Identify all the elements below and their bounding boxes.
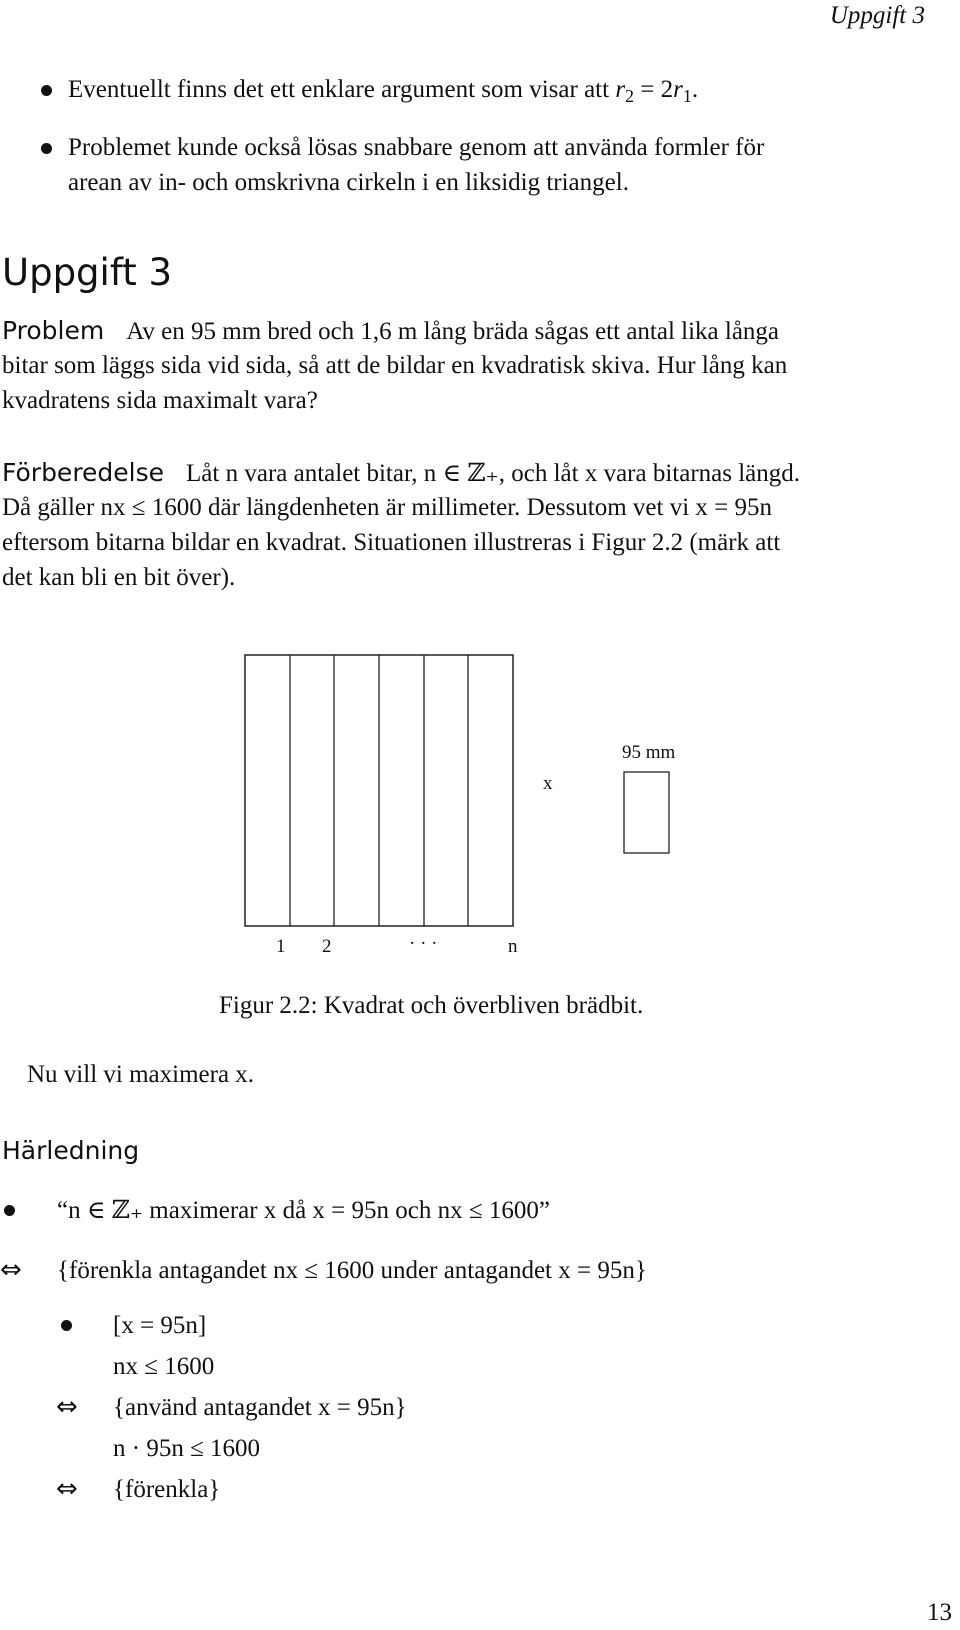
preparation-line4: det kan bli en bit över).	[2, 564, 236, 591]
eq-text: = 2	[634, 76, 674, 103]
period: .	[691, 76, 699, 103]
figure-caption: Figur 2.2: Kvadrat och överbliven brädbit.	[219, 992, 644, 1019]
sub-1: 1	[682, 86, 692, 106]
problem-line2: bitar som läggs sida vid sida, så att de bildar en kvadratisk skiva. Hur lång kan	[2, 352, 788, 379]
derivation-label: Härledning	[2, 1136, 140, 1165]
preparation-label: Förberedelse	[2, 458, 165, 487]
page-number: 13	[927, 1599, 952, 1626]
derivation-line1: “n ∈ ℤ₊ maximerar x då x = 95n och nx ≤ 1600”	[57, 1197, 550, 1224]
var-r: r	[673, 76, 683, 103]
preparation-line3: eftersom bitarna bildar en kvadrat. Situationen illustreras i Figur 2.2 (märk att	[2, 529, 781, 556]
figure-label-1: 1	[276, 936, 286, 957]
bullet-icon	[61, 1320, 72, 1331]
derivation-line2: {förenkla antagandet nx ≤ 1600 under antagandet x = 95n}	[57, 1257, 647, 1284]
leftover-piece	[624, 772, 669, 853]
preparation-text-1: Låt n vara antalet bitar, n ∈ ℤ₊, och låt x vara bitarnas längd.	[186, 460, 801, 487]
equivalence-arrow-icon: ⇔	[56, 1392, 78, 1422]
running-header: Uppgift 3	[829, 2, 925, 29]
intro-bullet-1-text: Eventuellt finns det ett enklare argument som visar att	[68, 76, 616, 103]
derivation-line3: [x = 95n]	[113, 1312, 207, 1339]
derivation-line4: nx ≤ 1600	[113, 1353, 215, 1380]
problem-line3: kvadratens sida maximalt vara?	[2, 387, 318, 414]
after-figure-text: Nu vill vi maximera x.	[27, 1061, 255, 1088]
figure-label-width: 95 mm	[622, 742, 676, 763]
derivation-line5: {använd antagandet x = 95n}	[113, 1394, 407, 1421]
intro-bullet-2-line1: Problemet kunde också lösas snabbare genom att använda formler för	[68, 134, 765, 161]
figure-label-2: 2	[322, 936, 332, 957]
section-title: Uppgift 3	[2, 251, 173, 294]
sub-2: 2	[625, 86, 635, 106]
derivation-line6: n · 95n ≤ 1600	[113, 1435, 261, 1462]
equivalence-arrow-icon: ⇔	[0, 1255, 22, 1285]
var-r: r	[615, 76, 626, 103]
figure-label-x: x	[543, 773, 553, 794]
equivalence-arrow-icon: ⇔	[56, 1474, 78, 1504]
figure-label-n: n	[508, 936, 518, 957]
problem-text-1: Av en 95 mm bred och 1,6 m lång bräda sågas ett antal lika långa	[126, 318, 780, 345]
preparation-line2: Då gäller nx ≤ 1600 där längdenheten är millimeter. Dessutom vet vi x = 95n	[2, 494, 772, 521]
intro-bullet-2-line2: arean av in- och omskrivna cirkeln i en liksidig triangel.	[68, 169, 629, 196]
bullet-icon	[4, 1205, 15, 1216]
derivation-line7: {förenkla}	[113, 1476, 221, 1503]
figure-label-dots: · · ·	[409, 933, 438, 954]
problem-label: Problem	[2, 316, 105, 345]
